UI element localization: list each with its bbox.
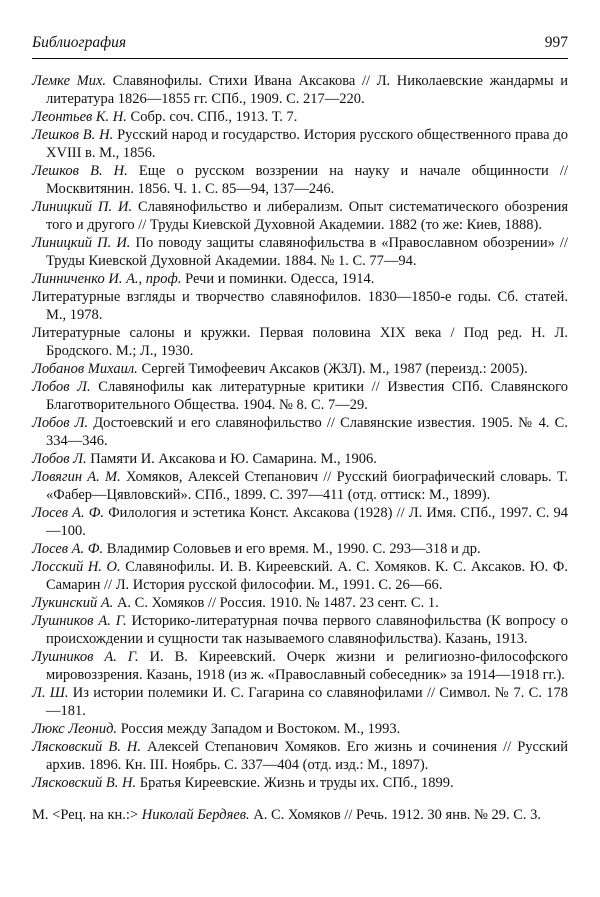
entry-text: Владимир Соловьев и его время. М., 1990. С. 293—318 и др. (106, 541, 481, 557)
entry-author: Линицкий П. И. (32, 199, 133, 215)
entry-text: Сергей Тимофеевич Аксаков (ЖЗЛ). М., 1987 (переизд.: 2005). (141, 361, 528, 377)
bibliography-entry (32, 126, 568, 162)
entry-text: По поводу защиты славянофильства в «Православном обозрении» // Труды Киевской Духовной Академии. 1884. № 1. С. 77—94. (46, 235, 568, 269)
entry-text: Литературные салоны и кружки. Первая половина XIX века / Под ред. Н. Л. Бродского. М.; Л., 1930. (32, 325, 568, 359)
entry-author: Лешков В. Н. (32, 127, 114, 143)
entry-text: Речи и поминки. Одесса, 1914. (185, 271, 375, 287)
page-number: 997 (544, 34, 568, 51)
bibliography-entry (32, 594, 568, 612)
entry-text: И. В. Киреевский. Очерк жизни и религиозно-философского мировоззрения. Казань, 1918 (из ж. «Православный собеседник» за 1914—1918 гг.). (46, 649, 568, 683)
bibliography-entry (32, 468, 568, 504)
bibliography-entry (32, 234, 568, 270)
entry-lead: М. <Рец. на кн.:> (32, 807, 139, 823)
entry-text: Алексей Степанович Хомяков. Его жизнь и сочинения // Русский архив. 1896. Кн. III. Ноябрь. С. 337—404 (отд. изд.: М., 1897). (46, 739, 568, 773)
bibliography-entry (32, 414, 568, 450)
bibliography-entry (32, 270, 568, 288)
entry-author: Лукинский А. (32, 595, 114, 611)
entry-author: Лобов Л. (32, 379, 91, 395)
bibliography-entry (32, 774, 568, 792)
section-title: Библиография (32, 34, 127, 51)
entry-text: Славянофилы. И. В. Киреевский. А. С. Хомяков. К. С. Аксаков. Ю. Ф. Самарин // Л. История русской философии. М., 1991. С. 26—66. (46, 559, 568, 593)
entry-text: Братья Киреевские. Жизнь и труды их. СПб., 1899. (139, 775, 454, 791)
bibliography-entry (32, 720, 568, 738)
bibliography-entry (32, 738, 568, 774)
entry-text: Историко-литературная почва первого славянофильства (К вопросу о происхождении и сущности так называемого славянофильства). Казань, 1913. (46, 613, 569, 647)
entry-text: А. С. Хомяков // Речь. 1912. 30 янв. № 29. С. 3. (253, 807, 542, 823)
entry-text: Русский народ и государство. История русского общественного права до XVIII в. М., 1856. (46, 127, 568, 161)
bibliography-entry (32, 612, 568, 648)
entry-author: Лосский Н. О. (32, 559, 121, 575)
entry-author: Лосев А. Ф. (32, 505, 105, 521)
entry-text: Литературные взгляды и творчество славянофилов. 1830—1850-е годы. Сб. статей. М., 1978. (32, 289, 568, 323)
entry-text: Славянофилы как литературные критики // Известия СПб. Славянского Благотворительного Общества. 1904. № 8. С. 7—29. (46, 379, 568, 413)
entry-author: Линицкий П. И. (32, 235, 131, 251)
entry-text: Из истории полемики И. С. Гагарина со славянофилами // Символ. № 7. С. 178—181. (46, 685, 568, 719)
bibliography-entry (32, 504, 568, 540)
bibliography-entry (32, 162, 568, 198)
bibliography-entry (32, 450, 568, 468)
entry-author: Лосев А. Ф. (32, 541, 104, 557)
entry-author: Лемке Мих. (32, 73, 107, 89)
entry-author: Лобов Л. (32, 415, 89, 431)
entry-text: Достоевский и его славянофильство // Славянские известия. 1905. № 4. С. 334—346. (46, 415, 568, 449)
bibliography-entry (32, 558, 568, 594)
entry-text: Собр. соч. СПб., 1913. Т. 7. (130, 109, 298, 125)
entry-text: Россия между Западом и Востоком. М., 1993. (120, 721, 401, 737)
entry-text: А. С. Хомяков // Россия. 1910. № 1487. 23 сент. С. 1. (116, 595, 439, 611)
bibliography-entry (32, 72, 568, 108)
bibliography-entry (32, 288, 568, 324)
entry-text: Еще о русском воззрении на науку и начале общинности // Москвитянин. 1856. Ч. 1. С. 85—94, 137—246. (46, 163, 568, 197)
entry-text: Памяти И. Аксакова и Ю. Самарина. М., 1906. (90, 451, 377, 467)
bibliography-entry (32, 198, 568, 234)
bibliography-entry (32, 540, 568, 558)
entry-author: Лушников А. Г. (32, 613, 127, 629)
entry-author: Лушников А. Г. (32, 649, 139, 665)
entry-author: Лобов Л. (32, 451, 87, 467)
header-rule (32, 58, 568, 59)
entry-author: Л. Ш. (32, 685, 69, 701)
running-head (32, 34, 568, 52)
entry-author: Лешков В. Н. (32, 163, 128, 179)
entry-author: Ловягин А. М. (32, 469, 121, 485)
bibliography-list (32, 72, 568, 824)
entry-author: Лобанов Михаил. (32, 361, 138, 377)
entry-text: Филология и эстетика Конст. Аксакова (1928) // Л. Имя. СПб., 1997. С. 94—100. (46, 505, 568, 539)
entry-author: Николай Бердяев. (141, 807, 250, 823)
entry-author: Люкс Леонид. (32, 721, 118, 737)
bibliography-entry (32, 648, 568, 684)
entry-author: Линниченко И. А., проф. (32, 271, 182, 287)
bibliography-entry (32, 360, 568, 378)
entry-author: Леонтьев К. Н. (32, 109, 127, 125)
entry-text: Хомяков, Алексей Степанович // Русский биографический словарь. Т. «Фабер—Цявловский». СПб., 1899. С. 397—411 (отд. оттиск: М., 1899). (46, 469, 568, 503)
bibliography-entry-final (32, 806, 568, 824)
bibliography-entry (32, 108, 568, 126)
entry-text: Славянофильство и либерализм. Опыт систематического обозрения того и другого // Труды Киевской Духовной Академии. 1882 (то же: Киев, 1888). (46, 199, 569, 233)
entry-author: Лясковский В. Н. (32, 739, 142, 755)
bibliography-entry (32, 684, 568, 720)
entry-text: Славянофилы. Стихи Ивана Аксакова // Л. Николаевские жандармы и литература 1826—1855 гг. СПб., 1909. С. 217—220. (46, 73, 568, 107)
bibliography-entry (32, 378, 568, 414)
entry-author: Лясковский В. Н. (32, 775, 137, 791)
bibliography-entry (32, 324, 568, 360)
